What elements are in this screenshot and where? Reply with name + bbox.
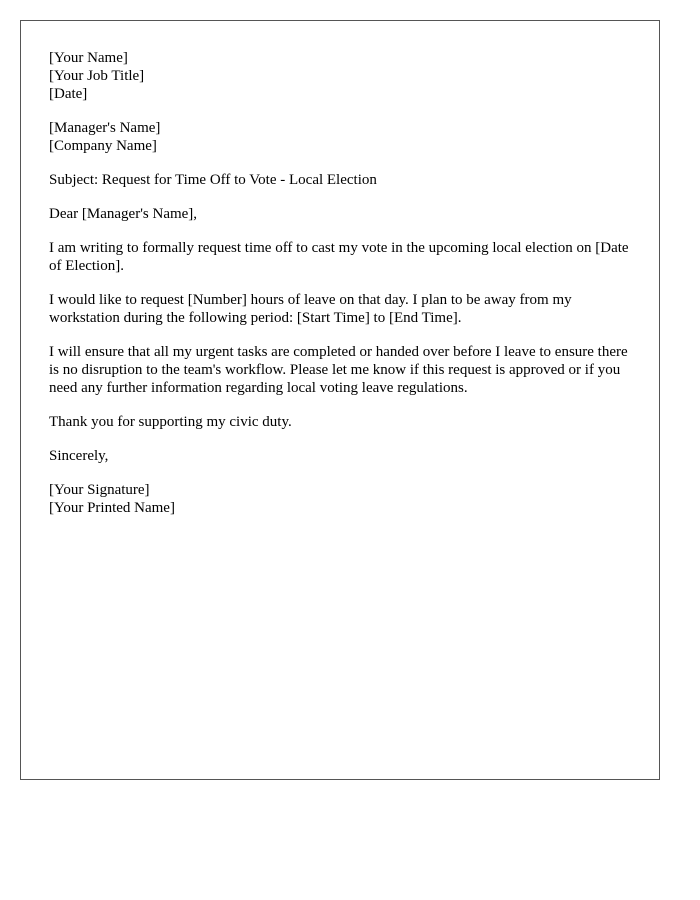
sender-block	[49, 49, 631, 103]
salutation: Dear [Manager's Name],	[49, 206, 198, 222]
subject-line: Subject: Request for Time Off to Vote - Local Election	[49, 172, 377, 188]
signature-block	[49, 481, 631, 517]
sender-job-title: [Your Job Title]	[49, 68, 145, 84]
recipient-company: [Company Name]	[49, 138, 157, 154]
sender-name: [Your Name]	[49, 50, 128, 66]
letter-body	[49, 49, 631, 517]
paragraph-handover: I will ensure that all my urgent tasks are completed or handed over before I leave to ensure there is no disruption to the team's workflow. Please let me know if this request is approved or if you need any further information regarding local voting leave regulations.	[49, 344, 628, 396]
printed-name: [Your Printed Name]	[49, 500, 175, 516]
recipient-name: [Manager's Name]	[49, 120, 161, 136]
paragraph-hours: I would like to request [Number] hours of leave on that day. I plan to be away from my workstation during the following period: [Start Time] to [End Time].	[49, 292, 572, 326]
recipient-block	[49, 119, 631, 155]
letter-page	[20, 20, 660, 780]
signature-line: [Your Signature]	[49, 482, 150, 498]
paragraph-thanks: Thank you for supporting my civic duty.	[49, 414, 292, 430]
closing: Sincerely,	[49, 448, 109, 464]
letter-date: [Date]	[49, 86, 88, 102]
paragraph-request: I am writing to formally request time off to cast my vote in the upcoming local election on [Date of Election].	[49, 240, 629, 274]
